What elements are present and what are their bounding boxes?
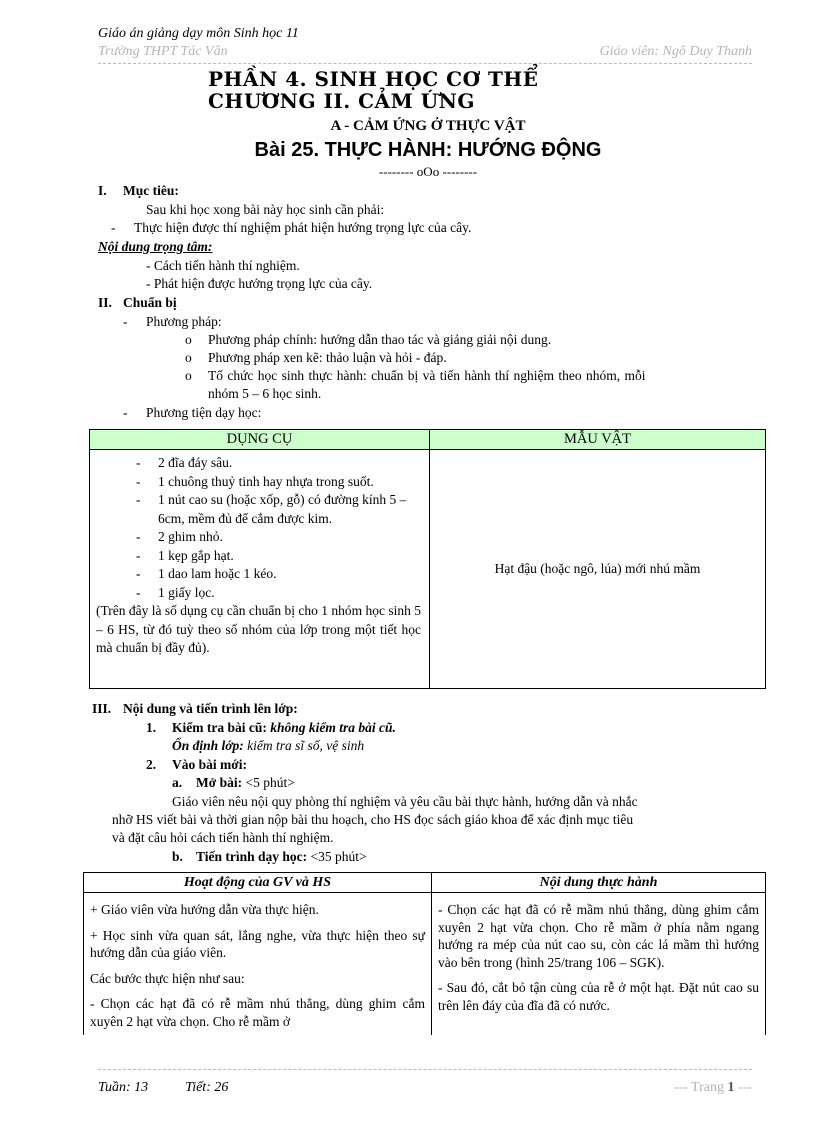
item-2-number: 2. bbox=[146, 757, 157, 772]
practice-paragraph: - Chọn các hạt đã có rễ mầm nhú thẳng, dùng ghim cắm xuyên 2 hạt vừa chọn. Cho rễ mầm ở phía nằm ngang hướng ra mép của nút cao su, còn các lá mầm thì hướng vào bên trong (hình 25/trang 106 – SGK). bbox=[438, 902, 759, 970]
tool-item: - 1 kẹp gắp hạt. bbox=[90, 547, 429, 566]
activity-paragraph: + Giáo viên vừa hướng dẫn vừa thực hiện. bbox=[90, 902, 319, 917]
item-b-number: b. bbox=[172, 849, 183, 864]
method-item-cont: nhóm 5 – 6 học sinh. bbox=[208, 386, 322, 401]
bullet-dash: - bbox=[123, 314, 128, 329]
section-1-intro: Sau khi học xong bài này học sinh cần phải: bbox=[146, 202, 385, 217]
section-2-heading: Chuẩn bị bbox=[123, 295, 177, 310]
specimen-cell: Hạt đậu (hoặc ngô, lúa) mới nhú mầm bbox=[430, 450, 766, 689]
item-1 bbox=[172, 719, 396, 737]
bullet-dash: - bbox=[111, 220, 116, 235]
footer-page bbox=[674, 1080, 752, 1096]
section-2-number: II. bbox=[98, 295, 112, 310]
method-item: Phương pháp chính: hướng dẫn thao tác và giảng giải nội dung. bbox=[208, 332, 552, 347]
item-a-number: a. bbox=[172, 775, 183, 790]
practice-paragraph: - Sau đó, cắt bỏ tận cùng của rễ ở một hạt. Đặt nút cao su trên lên đáy của đĩa đã có nước. bbox=[438, 980, 759, 1013]
activities-header: Hoạt động của GV và HS bbox=[84, 873, 432, 893]
intro-paragraph-line-3: và đặt câu hỏi cách tiến hành thí nghiệm. bbox=[112, 830, 334, 845]
activity-paragraph: + Học sinh vừa quan sát, lắng nghe, vừa thực hiện theo sự hướng dẫn của giáo viên. bbox=[90, 927, 425, 960]
item-b bbox=[196, 848, 367, 866]
method-label: Phương pháp: bbox=[146, 314, 222, 329]
activity-paragraph: - Chọn các hạt đã có rễ mầm nhú thẳng, dùng ghim cắm xuyên 2 hạt vừa chọn. Cho rễ mầm ở bbox=[90, 996, 425, 1029]
focus-heading: Nội dung trọng tâm: bbox=[98, 239, 213, 254]
tools-header: DỤNG CỤ bbox=[90, 430, 430, 450]
bullet-dash: - bbox=[123, 405, 128, 420]
circle-bullet: o bbox=[185, 332, 192, 347]
practice-cell bbox=[432, 893, 766, 1036]
practice-header: Nội dung thực hành bbox=[432, 873, 766, 893]
tools-cell bbox=[90, 450, 430, 689]
item-1b-text: kiểm tra sĩ số, vệ sinh bbox=[247, 738, 365, 753]
header-school: Trường THPT Tác Vân bbox=[98, 44, 228, 59]
focus-item-1: - Cách tiến hành thí nghiệm. bbox=[146, 258, 300, 273]
tools-note: (Trên đây là số dụng cụ cần chuẩn bị cho 1 nhóm học sinh 5 – 6 HS, từ đó tuỳ theo số nhóm của lớp trong một tiết học mà chuẩn bị đầy đủ). bbox=[96, 603, 421, 655]
item-b-label: Tiến trình dạy học: bbox=[196, 849, 308, 864]
section-3-number: III. bbox=[92, 701, 112, 716]
circle-bullet: o bbox=[185, 368, 192, 383]
method-item: Tổ chức học sinh thực hành: chuẩn bị và tiến hành thí nghiệm theo nhóm, mỗi bbox=[208, 368, 646, 383]
tool-item: - 2 đĩa đáy sâu. bbox=[90, 454, 429, 473]
tool-item: - 2 ghim nhỏ. bbox=[90, 528, 429, 547]
focus-item-2: - Phát hiện được hướng trọng lực của cây. bbox=[146, 276, 373, 291]
item-1b bbox=[172, 737, 364, 755]
tool-item: - 1 nút cao su (hoặc xốp, gỗ) có đường kính 5 – 6cm, mềm đủ để cắm được kim. bbox=[90, 491, 429, 528]
method-item: Phương pháp xen kẽ: thảo luận và hỏi - đáp. bbox=[208, 350, 447, 365]
header-teacher: Giáo viên: Ngô Duy Thanh bbox=[599, 44, 752, 59]
section-3-heading: Nội dung và tiến trình lên lớp: bbox=[123, 701, 298, 716]
tools-list bbox=[90, 450, 429, 602]
circle-bullet: o bbox=[185, 350, 192, 365]
item-1b-label: Ổn định lớp: bbox=[172, 738, 244, 753]
item-a-text: <5 phút> bbox=[245, 775, 295, 790]
tool-item: - 1 giấy lọc. bbox=[90, 584, 429, 603]
item-1-number: 1. bbox=[146, 720, 157, 735]
footer-week: Tuần: 13 bbox=[98, 1080, 149, 1095]
item-b-text: <35 phút> bbox=[310, 849, 367, 864]
specimen-header: MẪU VẬT bbox=[430, 430, 766, 450]
item-a bbox=[196, 774, 295, 792]
footer-period: Tiết: 26 bbox=[185, 1080, 229, 1095]
activity-paragraph: Các bước thực hiện như sau: bbox=[90, 970, 245, 986]
section-1-goal: Thực hiện được thí nghiệm phát hiện hướng trọng lực của cây. bbox=[134, 220, 472, 235]
means-label: Phương tiện dạy học: bbox=[146, 405, 262, 420]
activities-cell bbox=[84, 893, 432, 1036]
tool-item: - 1 dao lam hoặc 1 kéo. bbox=[90, 565, 429, 584]
item-2-label: Vào bài mới: bbox=[172, 757, 247, 772]
section-1-number: I. bbox=[98, 183, 107, 198]
page-number: 1 bbox=[727, 1080, 735, 1095]
page-prefix: --- Trang bbox=[673, 1080, 728, 1095]
section-1-heading: Mục tiêu: bbox=[123, 183, 179, 198]
item-1-text: không kiểm tra bài cũ. bbox=[270, 720, 396, 735]
page-suffix: --- bbox=[734, 1080, 752, 1095]
footer-divider bbox=[98, 1069, 752, 1070]
chapter-heading: CHƯƠNG II. CẢM ỨNG bbox=[208, 89, 475, 113]
header-divider bbox=[98, 63, 752, 64]
part-heading: PHẦN 4. SINH HỌC CƠ THỂ bbox=[208, 67, 539, 91]
lesson-title: Bài 25. THỰC HÀNH: HƯỚNG ĐỘNG bbox=[254, 139, 602, 161]
item-1-label: Kiểm tra bài cũ: bbox=[172, 720, 267, 735]
activities-table bbox=[83, 872, 766, 1035]
tool-item: - 1 chuông thuỷ tinh hay nhựa trong suốt. bbox=[90, 473, 429, 492]
section-heading: A - CẢM ỨNG Ở THỰC VẬT bbox=[330, 118, 526, 134]
equipment-table bbox=[89, 429, 766, 689]
intro-paragraph-line-1: Giáo viên nêu nội quy phòng thí nghiệm và yêu cầu bài thực hành, hướng dẫn và nhắc bbox=[172, 794, 638, 809]
title-decoration: -------- oOo -------- bbox=[378, 164, 478, 179]
footer-left bbox=[98, 1080, 228, 1096]
part-title bbox=[208, 68, 539, 112]
intro-paragraph-line-2: nhỡ HS viết bài và thời gian nộp bài thu hoạch, cho HS đọc sách giáo khoa để xác định mục tiêu bbox=[112, 812, 634, 827]
item-a-label: Mở bài: bbox=[196, 775, 243, 790]
header-subject: Giáo án giảng dạy môn Sinh học 11 bbox=[98, 26, 299, 41]
